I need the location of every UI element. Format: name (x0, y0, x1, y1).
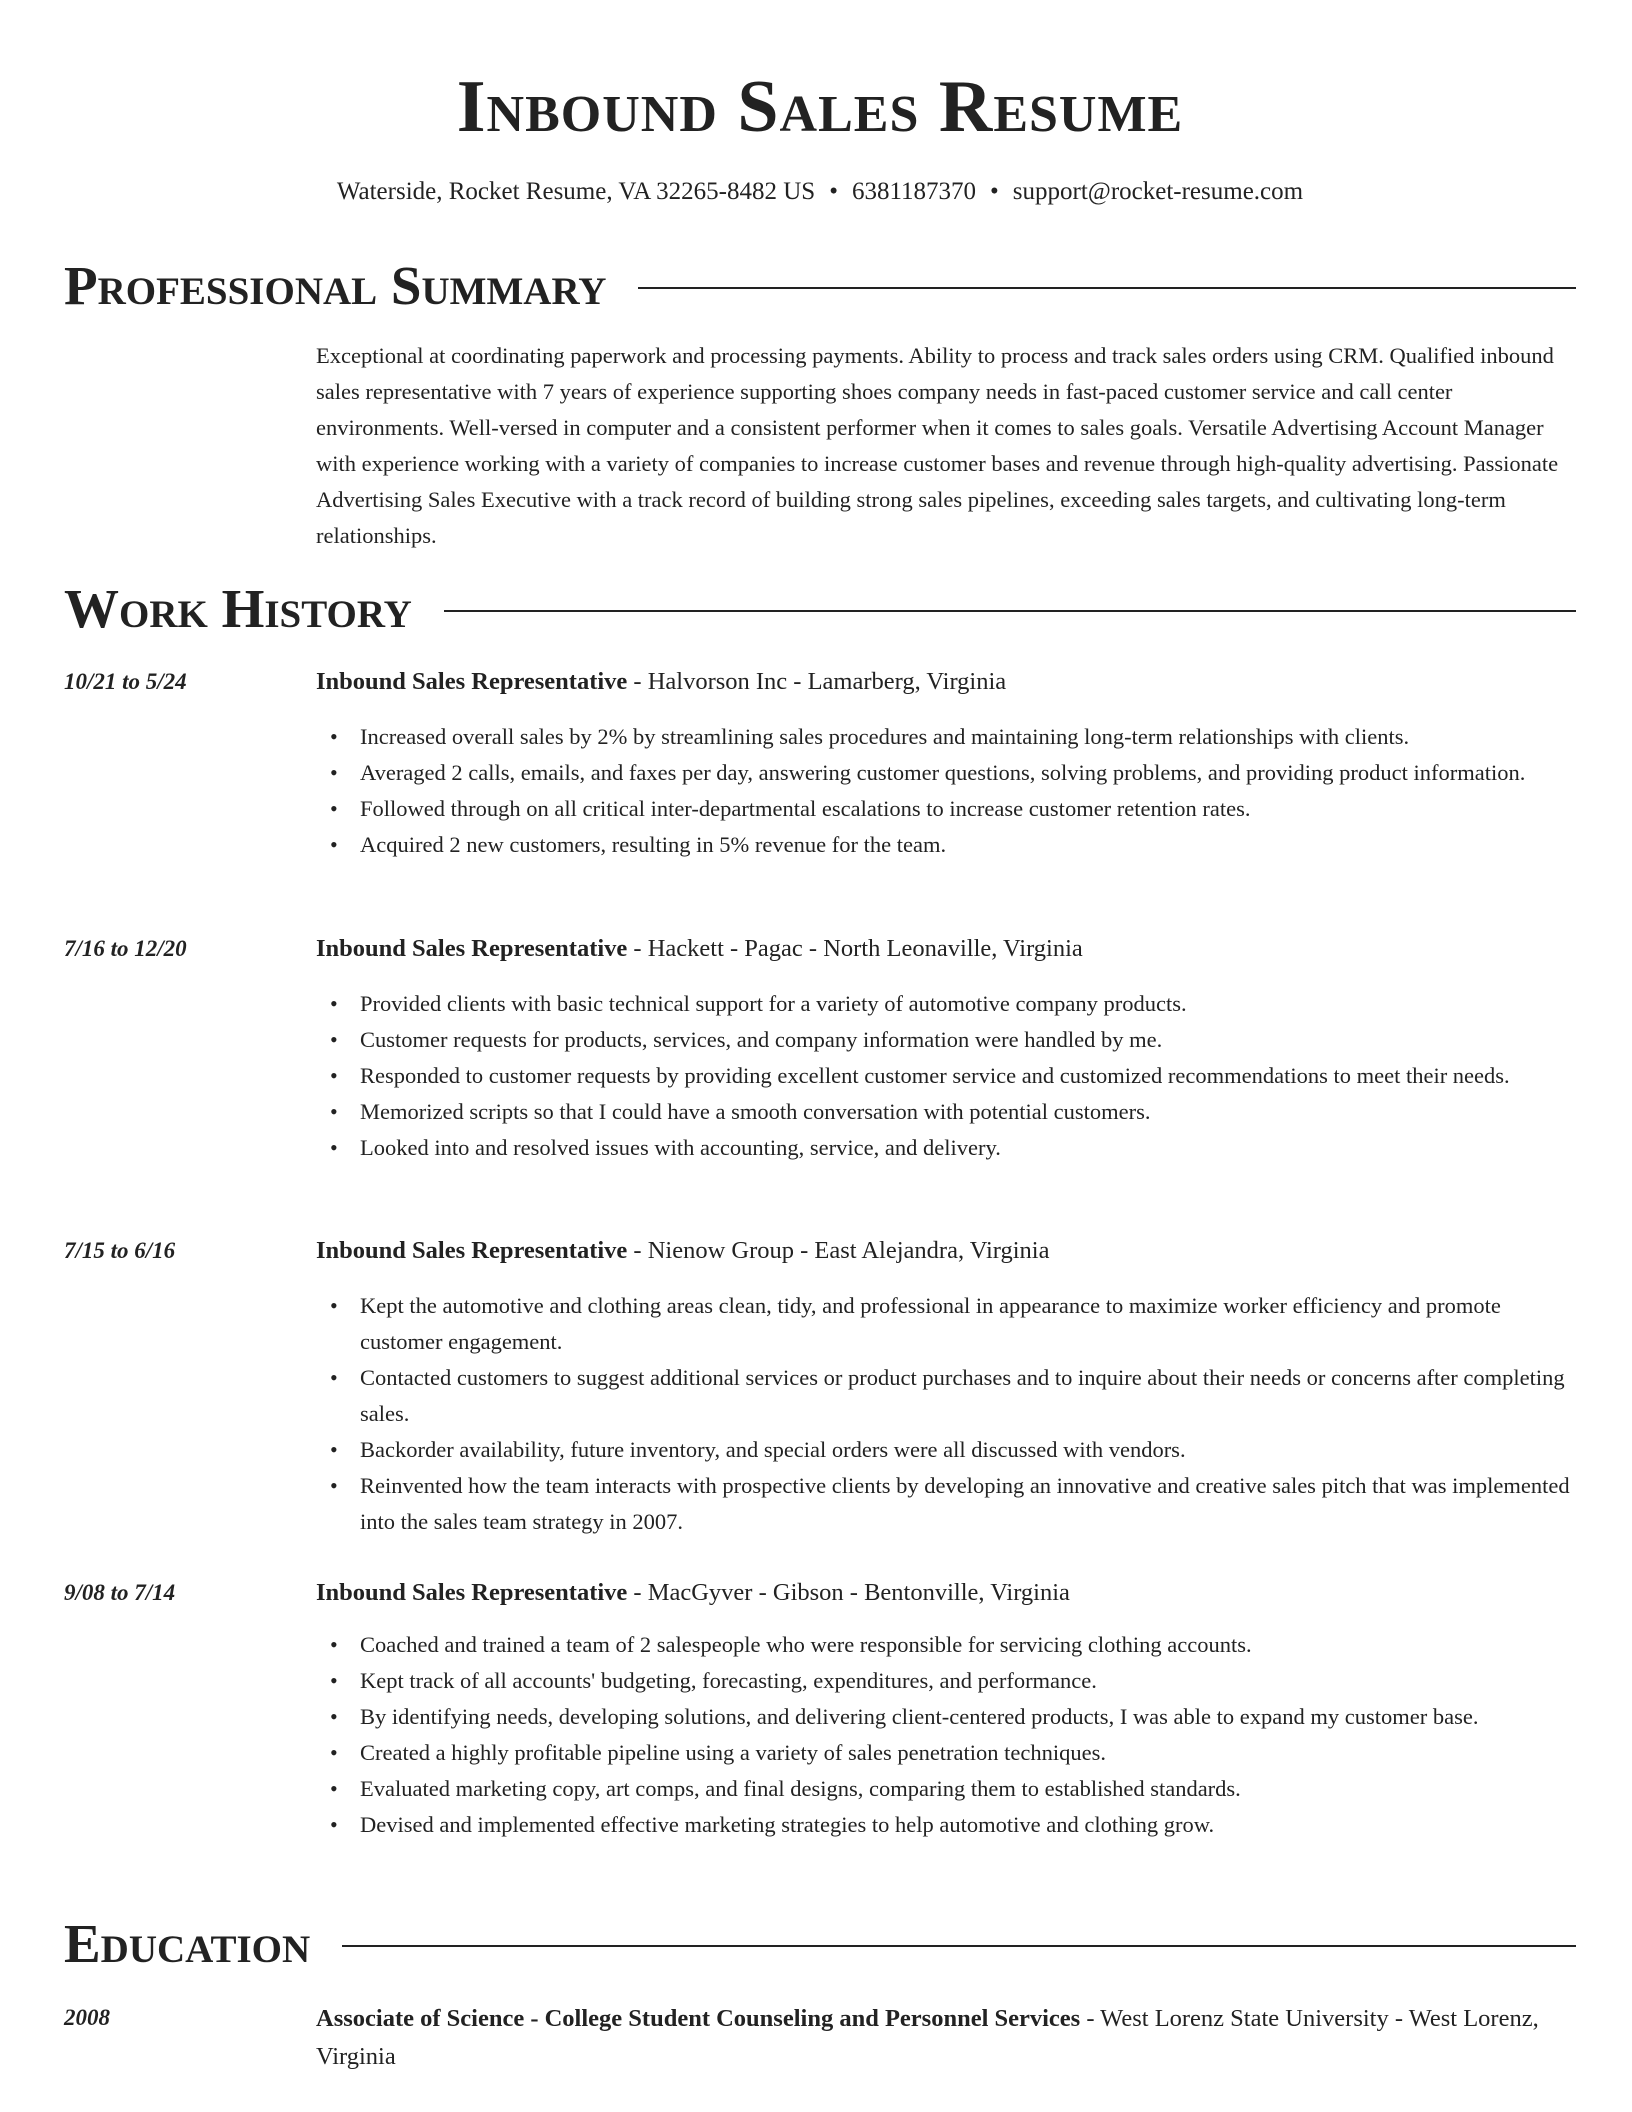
list-item: • Kept track of all accounts' budgeting, forecasting, expenditures, and performance. (316, 1663, 1576, 1699)
summary-section-header (64, 254, 1576, 318)
education-heading: Education (64, 1913, 311, 1974)
job-dates: 9/08 to 7/14 (64, 1580, 176, 1605)
education-section-header (64, 1912, 1576, 1976)
education-degree: Associate of Science - College Student Counseling and Personnel Services (316, 2005, 1081, 2032)
job-bullets (316, 1288, 1576, 1540)
job-heading (316, 1233, 1576, 1269)
resume-title: Inbound Sales Resume (456, 66, 1184, 148)
resume-page (64, 0, 1576, 2112)
job-dates: 7/16 to 12/20 (64, 936, 187, 961)
job-employer: - MacGyver - Gibson - Bentonville, Virginia (627, 1579, 1070, 1606)
list-item: • Devised and implemented effective marketing strategies to help automotive and clothing grow. (316, 1807, 1576, 1843)
work-heading: Work History (64, 578, 412, 639)
list-item: • Responded to customer requests by providing excellent customer service and customized recommendations to meet their needs. (316, 1058, 1576, 1094)
list-item: • Evaluated marketing copy, art comps, and final designs, comparing them to established standards. (316, 1771, 1576, 1807)
list-item: • Acquired 2 new customers, resulting in 5% revenue for the team. (316, 827, 1576, 863)
list-item: • Looked into and resolved issues with accounting, service, and delivery. (316, 1130, 1576, 1166)
list-item: • Backorder availability, future inventory, and special orders were all discussed with vendors. (316, 1432, 1576, 1468)
contact-address: Waterside, Rocket Resume, VA 32265-8482 US (336, 178, 816, 205)
job-heading (316, 664, 1576, 700)
list-item: • Kept the automotive and clothing areas clean, tidy, and professional in appearance to maximize worker efficiency and promote customer engagement. (316, 1288, 1576, 1360)
summary-text: Exceptional at coordinating paperwork and processing payments. Ability to process and track sales orders using CRM. Qualified inbound sales representative with 7 years of experience supporting shoes company needs in fast-paced customer service and call center environments. Well-versed in computer and a consistent performer when it comes to sales goals. Versatile Advertising Account Manager with experience working with a variety of companies to increase customer bases and revenue through high-quality advertising. Passionate Advertising Sales Executive with a track record of building strong sales pipelines, exceeding sales targets, and cultivating long-term relationships. (316, 343, 1559, 548)
job-bullets (316, 1627, 1576, 1843)
job-title: Inbound Sales Representative (316, 1237, 628, 1264)
section-divider (342, 1945, 1576, 1947)
contact-separator: • (829, 178, 838, 205)
job-title: Inbound Sales Representative (316, 668, 628, 695)
list-item: • Memorized scripts so that I could have a smooth conversation with potential customers. (316, 1094, 1576, 1130)
list-item: • Contacted customers to suggest additional services or product purchases and to inquire about their needs or concerns after completing sales. (316, 1360, 1576, 1432)
contact-email[interactable]: support@rocket-resume.com (1012, 178, 1304, 205)
section-divider (444, 610, 1576, 612)
job-title: Inbound Sales Representative (316, 935, 628, 962)
job-bullets (316, 719, 1576, 863)
contact-line (64, 174, 1576, 210)
list-item: • Created a highly profitable pipeline using a variety of sales penetration techniques. (316, 1735, 1576, 1771)
list-item: • By identifying needs, developing solutions, and delivering client-centered products, I was able to expand my customer base. (316, 1699, 1576, 1735)
job-employer: - Hackett - Pagac - North Leonaville, Virginia (627, 935, 1083, 962)
job-employer: - Nienow Group - East Alejandra, Virginia (627, 1237, 1050, 1264)
job-title: Inbound Sales Representative (316, 1579, 628, 1606)
work-section-header (64, 577, 1576, 641)
job-employer: - Halvorson Inc - Lamarberg, Virginia (627, 668, 1007, 695)
education-school: - West Lorenz State University - West Lorenz, Virginia (316, 2005, 1539, 2070)
contact-separator: • (990, 178, 999, 205)
job-heading (316, 1575, 1576, 1611)
section-divider (638, 287, 1576, 289)
job-dates: 7/15 to 6/16 (64, 1238, 176, 1263)
list-item: • Followed through on all critical inter-departmental escalations to increase customer retention rates. (316, 791, 1576, 827)
job-bullets (316, 986, 1576, 1166)
list-item: • Reinvented how the team interacts with prospective clients by developing an innovative and creative sales pitch that was implemented into the sales team strategy in 2007. (316, 1468, 1576, 1540)
list-item: • Customer requests for products, services, and company information were handled by me. (316, 1022, 1576, 1058)
list-item: • Coached and trained a team of 2 salespeople who were responsible for servicing clothing accounts. (316, 1627, 1576, 1663)
summary-heading: Professional Summary (64, 255, 607, 316)
list-item: • Averaged 2 calls, emails, and faxes per day, answering customer questions, solving problems, and providing product information. (316, 755, 1576, 791)
job-heading (316, 931, 1576, 967)
job-dates: 10/21 to 5/24 (64, 669, 187, 694)
education-year: 2008 (64, 2005, 110, 2030)
contact-phone: 6381187370 (851, 178, 977, 205)
list-item: • Provided clients with basic technical support for a variety of automotive company products. (316, 986, 1576, 1022)
list-item: • Increased overall sales by 2% by streamlining sales procedures and maintaining long-term relationships with clients. (316, 719, 1576, 755)
education-entry (316, 2000, 1576, 2076)
